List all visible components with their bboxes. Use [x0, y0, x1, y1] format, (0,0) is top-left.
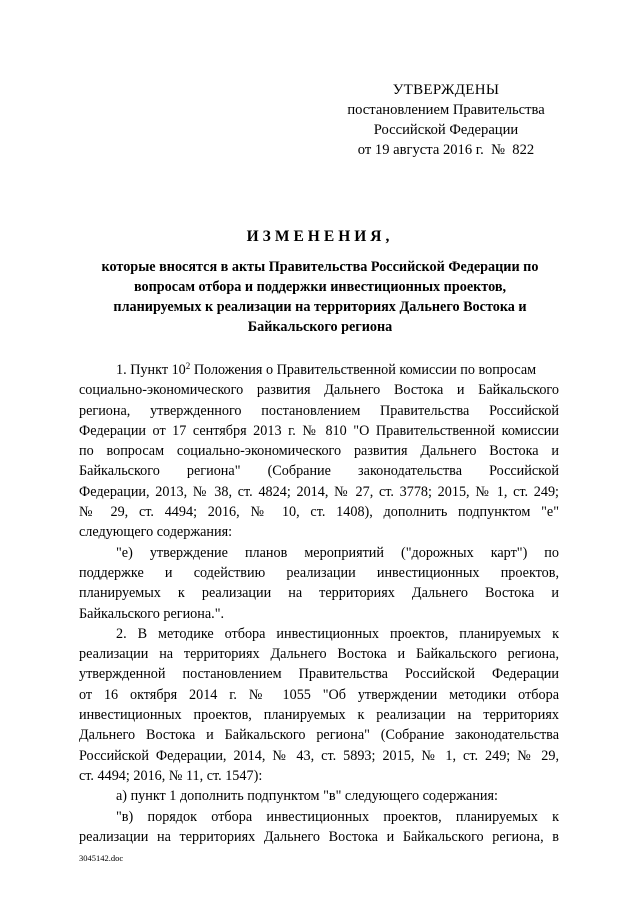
paragraph-line: социально-экономического развития Дальнего Востока и Байкальского	[79, 382, 559, 399]
paragraph-line: № 29, ст. 4494; 2016, № 10, ст. 1408), дополнить подпунктом "е"	[79, 504, 559, 521]
quote-line: Байкальского региона.".	[79, 605, 225, 622]
paragraph-line: утвержденной постановлением Правительства Российской Федерации	[79, 666, 559, 683]
paragraph-line: Дальнего Востока и Байкальского региона" (Собрание законодательства	[79, 727, 559, 744]
quote-2-first-line: "в) порядок отбора инвестиционных проектов, планируемых к	[116, 808, 559, 825]
paragraph-1-lead-rest: Положения о Правительственной комиссии по вопросам	[190, 362, 537, 378]
paragraph-line: ст. 4494; 2016, № 11, ст. 1547):	[79, 767, 263, 784]
subtitle-line: которые вносятся в акты Правительства Российской Федерации по	[101, 259, 539, 275]
subtitle-line: вопросам отбора и поддержки инвестиционных проектов,	[133, 279, 507, 295]
approval-line: Российской Федерации	[373, 122, 519, 138]
quote-1-first-line: "е) утверждение планов мероприятий ("дорожных карт") по	[116, 544, 559, 561]
quote-line: поддержке и содействию реализации инвестиционных проектов,	[79, 564, 559, 581]
paragraph-line: Байкальского региона" (Собрание законодательства Российской	[79, 463, 559, 480]
paragraph-line: Федерации, 2013, № 38, ст. 4824; 2014, № 27, ст. 3778; 2015, № 1, ст. 249;	[79, 483, 559, 500]
approval-block	[330, 80, 562, 160]
paragraph-2-first-line: 2. В методике отбора инвестиционных проектов, планируемых к	[116, 625, 559, 642]
paragraph-1-first-line	[79, 360, 559, 380]
document-body	[79, 360, 559, 847]
paragraph-line: следующего содержания:	[79, 524, 233, 541]
paragraph-line: Федерации от 17 сентября 2013 г. № 810 "О Правительственной комиссии	[79, 422, 559, 439]
paragraph-1-lead: 1. Пункт 10	[116, 362, 186, 378]
quote-line: планируемых к реализации на территориях Дальнего Востока и	[79, 585, 559, 602]
paragraph-line: инвестиционных проектов, планируемых к реализации на территориях	[79, 707, 559, 724]
superscript: 2	[185, 361, 191, 371]
paragraph-line: от 16 октября 2014 г. № 1055 "Об утверждении методики отбора	[79, 686, 559, 703]
quote-line: реализации на территориях Дальнего Востока и Байкальского региона, в	[79, 828, 559, 845]
approval-heading: УТВЕРЖДЕНЫ	[392, 82, 500, 98]
document-title: ИЗМЕНЕНИЯ,	[246, 228, 394, 245]
file-name-footer: 3045142.doc	[79, 853, 124, 863]
paragraph-line: реализации на территориях Дальнего Востока и Байкальского региона,	[79, 646, 559, 663]
subtitle-line: планируемых к реализации на территориях Дальнего Востока и	[113, 299, 527, 315]
document-subtitle	[80, 257, 560, 337]
item-a: а) пункт 1 дополнить подпунктом "в" следующего содержания:	[116, 788, 498, 805]
paragraph-line: Российской Федерации, 2014, № 43, ст. 5893; 2015, № 1, ст. 249; № 29,	[79, 747, 559, 764]
approval-date-number: от 19 августа 2016 г. № 822	[357, 142, 535, 158]
paragraph-line: по вопросам социально-экономического развития Дальнего Востока и	[79, 443, 559, 460]
paragraph-line: региона, утвержденного постановлением Правительства Российской	[79, 402, 559, 419]
approval-line: постановлением Правительства	[347, 102, 545, 118]
subtitle-line: Байкальского региона	[247, 319, 393, 335]
